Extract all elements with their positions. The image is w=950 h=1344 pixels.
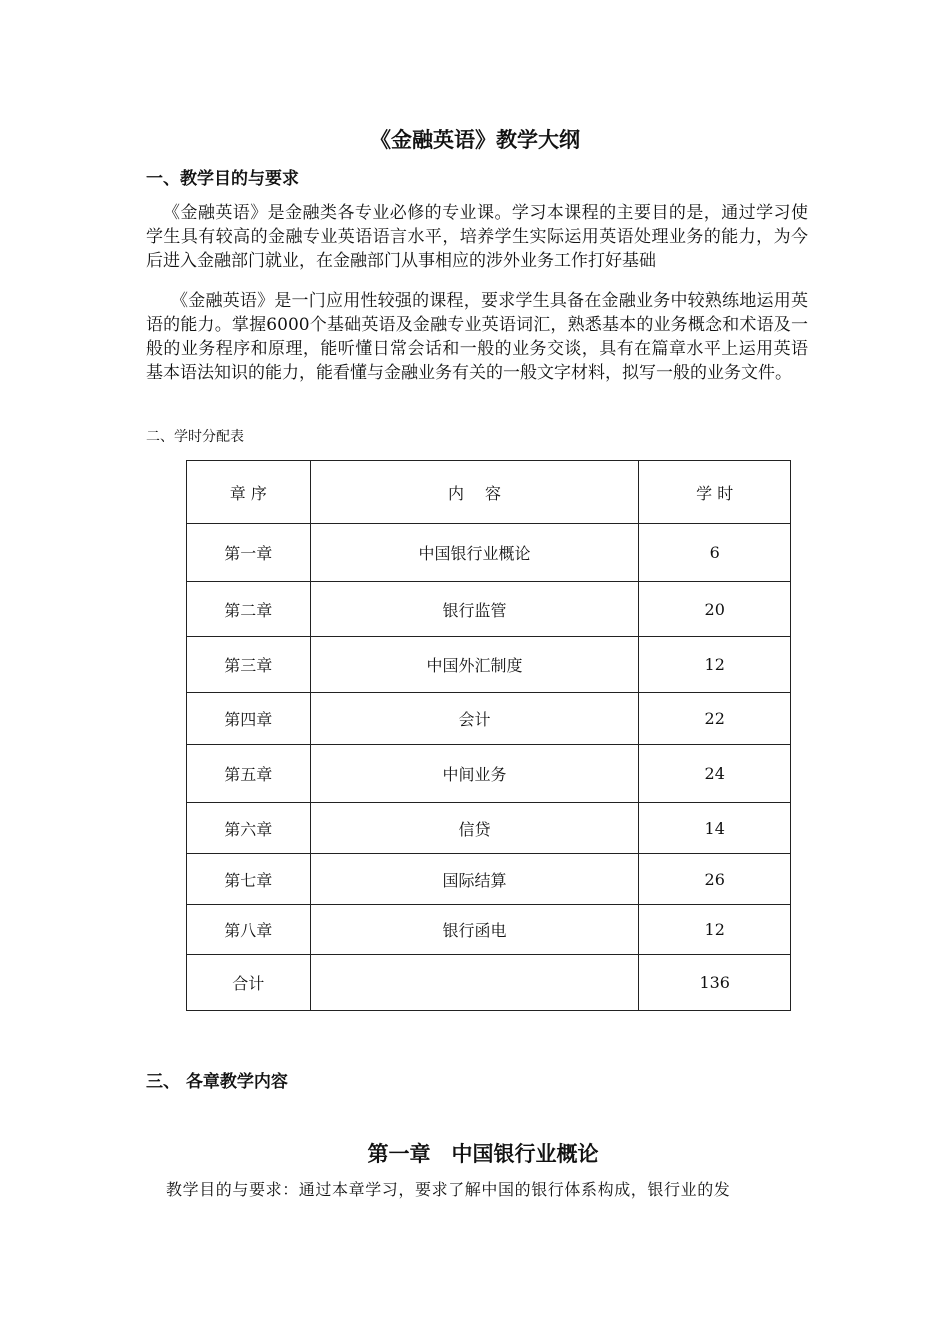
table-row	[187, 905, 791, 955]
table-row	[187, 582, 791, 637]
cell-chapter: 第一章	[187, 524, 311, 582]
cell-hours: 12	[639, 637, 791, 693]
cell-content: 会计	[310, 693, 639, 745]
hours-table	[186, 460, 791, 1011]
objectives-paragraph-2	[146, 289, 808, 385]
cell-hours: 22	[639, 693, 791, 745]
cell-content: 中国银行业概论	[310, 524, 639, 582]
chapter-intro: 教学目的与要求：通过本章学习，要求了解中国的银行体系构成，银行业的发	[166, 1180, 731, 1199]
cell-content	[310, 955, 639, 1011]
cell-content: 国际结算	[310, 854, 639, 905]
cell-chapter: 第七章	[187, 854, 311, 905]
chapter-title: 第一章 中国银行业概论	[367, 1142, 599, 1166]
cell-hours: 12	[639, 905, 791, 955]
header-cell-chapter: 章 序	[187, 461, 311, 524]
section-heading-hours: 二、学时分配表	[146, 429, 244, 445]
cell-chapter: 合计	[187, 955, 311, 1011]
header-cell-content: 内 容	[310, 461, 639, 524]
table-row	[187, 854, 791, 905]
cell-chapter: 第五章	[187, 745, 311, 803]
cell-chapter: 第二章	[187, 582, 311, 637]
table-row	[187, 524, 791, 582]
table-row	[187, 693, 791, 745]
cell-content: 中间业务	[310, 745, 639, 803]
paragraph-text: 《金融英语》是金融类各专业必修的专业课。学习本课程的主要目的是，通过学习使学生具有较高的金融专业英语语言水平，培养学生实际运用英语处理业务的能力，为今后进入金融部门就业，在金融部门从事相应的涉外业务工作打好基础	[146, 203, 808, 271]
header-cell-hours: 学 时	[639, 461, 791, 524]
section-heading-content: 三、 各章教学内容	[146, 1072, 288, 1092]
document-title: 《金融英语》教学大纲	[370, 128, 580, 152]
table-header-row	[187, 461, 791, 524]
cell-hours: 6	[639, 524, 791, 582]
table-row	[187, 745, 791, 803]
cell-hours: 136	[639, 955, 791, 1011]
cell-hours: 20	[639, 582, 791, 637]
cell-hours: 26	[639, 854, 791, 905]
cell-chapter: 第三章	[187, 637, 311, 693]
cell-hours: 24	[639, 745, 791, 803]
cell-chapter: 第四章	[187, 693, 311, 745]
table-total-row	[187, 955, 791, 1011]
paragraph-text: 《金融英语》是一门应用性较强的课程，要求学生具备在金融业务中较熟练地运用英语的能力。掌握6000个基础英语及金融专业英语词汇，熟悉基本的业务概念和术语及一般的业务程序和原理，能听懂日常会话和一般的业务交谈，具有在篇章水平上运用英语基本语法知识的能力，能看懂与金融业务有关的一般文字材料，拟写一般的业务文件。	[146, 291, 808, 383]
cell-hours: 14	[639, 803, 791, 854]
cell-content: 中国外汇制度	[310, 637, 639, 693]
cell-content: 信贷	[310, 803, 639, 854]
cell-chapter: 第六章	[187, 803, 311, 854]
cell-content: 银行监管	[310, 582, 639, 637]
section-heading-objectives: 一、教学目的与要求	[146, 169, 299, 189]
table-row	[187, 637, 791, 693]
table-row	[187, 803, 791, 854]
objectives-paragraph-1	[146, 201, 808, 273]
cell-content: 银行函电	[310, 905, 639, 955]
cell-chapter: 第八章	[187, 905, 311, 955]
